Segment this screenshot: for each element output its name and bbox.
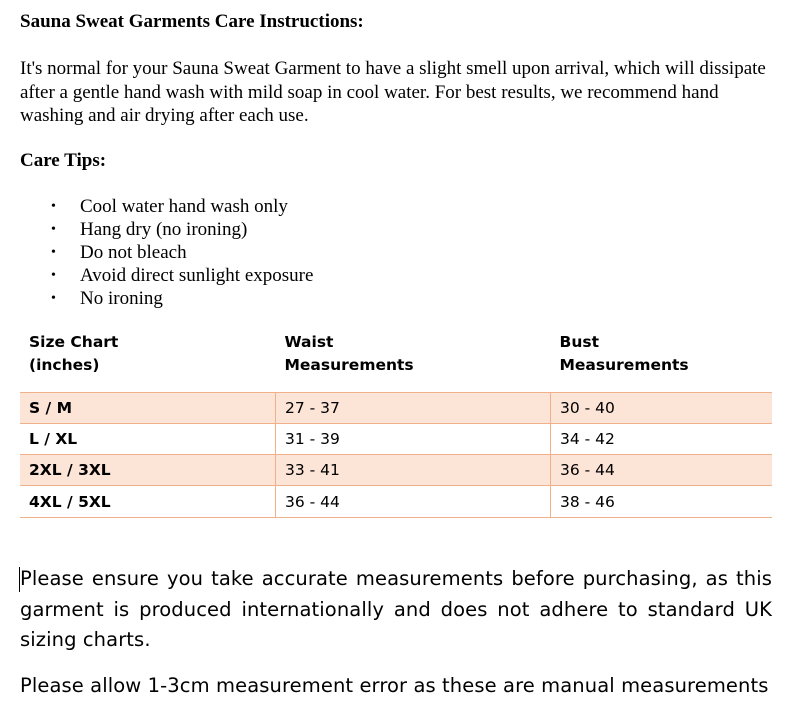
size-chart-header-row [20,327,772,393]
bust-cell: 38 - 46 [551,486,773,518]
bullet-icon: • [51,245,56,260]
bust-cell: 34 - 42 [551,424,773,455]
care-tip-item [20,195,313,218]
measurement-note[interactable]: Please ensure you take accurate measurements before purchasing, as this garment is produced internationally and does not adhere to standard UK sizing charts. [20,567,772,651]
care-tip-text: Hang dry (no ironing) [80,219,248,240]
intro-paragraph: It's normal for your Sauna Sweat Garment to have a slight smell upon arrival, which will dissipate after a gentle hand wash with mild soap in cool water. For best results, we recommend hand washing and air drying after each use. [20,58,766,126]
care-tip-item [20,218,313,241]
bust-cell: 36 - 44 [551,455,773,486]
size-cell: 4XL / 5XL [20,486,276,518]
header-bust [551,327,773,393]
size-cell: 2XL / 3XL [20,455,276,486]
care-tips-list [20,195,313,310]
document-heading: Sauna Sweat Garments Care Instructions: [20,11,364,32]
care-tips-heading: Care Tips: [20,150,107,171]
care-tip-item [20,287,313,310]
header-size-line2: (inches) [29,356,100,374]
header-waist-line2: Measurements [284,356,414,374]
waist-cell: 27 - 37 [276,393,551,424]
waist-cell: 33 - 41 [276,455,551,486]
bust-cell: 30 - 40 [551,393,773,424]
care-tip-text: No ironing [80,288,163,309]
error-note[interactable]: Please allow 1-3cm measurement error as these are manual measurements [20,674,769,697]
care-tip-text: Avoid direct sunlight exposure [80,265,314,286]
header-size-chart [20,327,276,393]
care-tip-item [20,264,313,287]
size-cell: S / M [20,393,276,424]
header-bust-line1: Bust [559,333,599,351]
table-row [20,455,772,486]
bullet-icon: • [51,222,56,237]
waist-cell: 36 - 44 [276,486,551,518]
header-size-line1: Size Chart [29,333,119,351]
bullet-icon: • [51,199,56,214]
table-row [20,424,772,455]
table-row [20,393,772,424]
care-tip-text: Cool water hand wash only [80,196,288,217]
table-row [20,486,772,518]
care-tip-item [20,241,313,264]
header-bust-line2: Measurements [559,356,689,374]
size-cell: L / XL [20,424,276,455]
header-waist [276,327,551,393]
care-tip-text: Do not bleach [80,242,187,263]
header-waist-line1: Waist [284,333,334,351]
size-chart-table [20,327,772,518]
bullet-icon: • [51,268,56,283]
waist-cell: 31 - 39 [276,424,551,455]
bullet-icon: • [51,291,56,306]
